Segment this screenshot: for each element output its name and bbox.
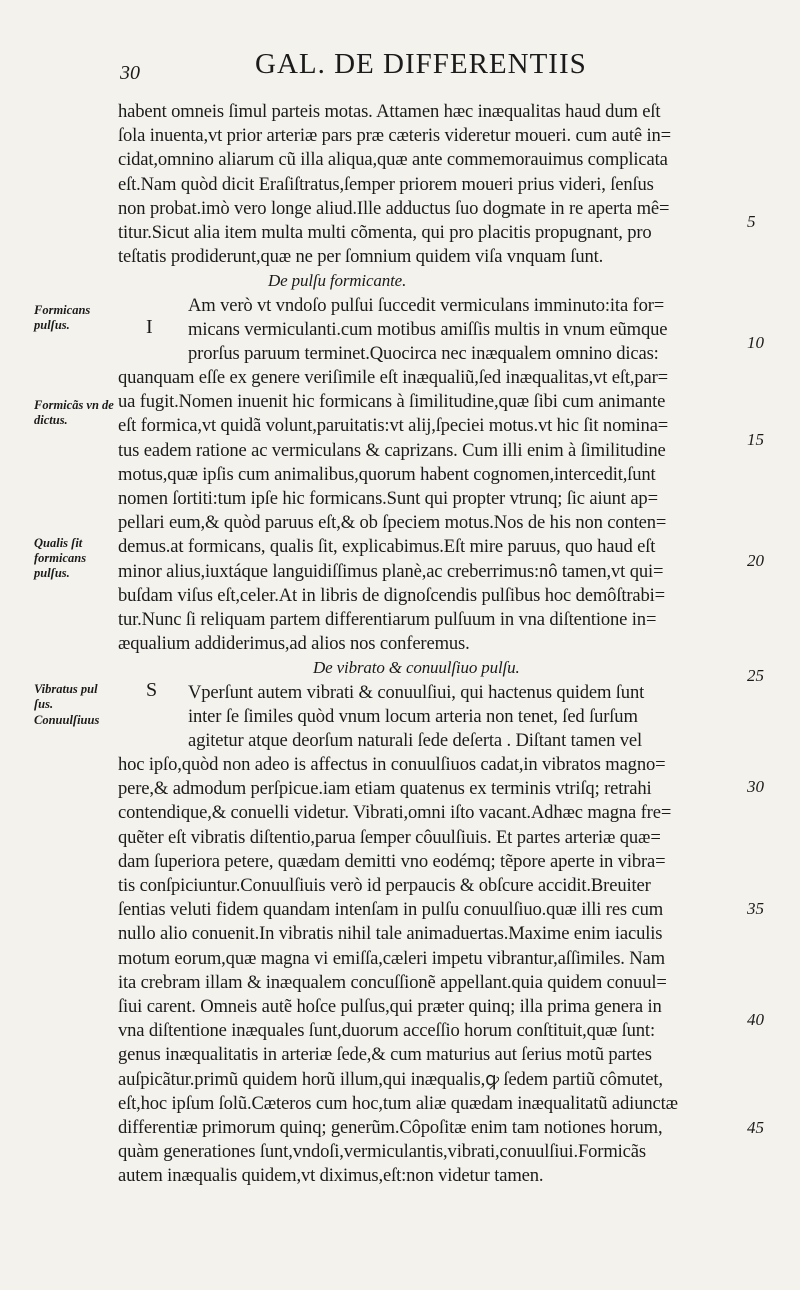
text-line: eſt.Nam quòd dicit Eraſiſtratus,ſemper priorem moueri prius videri, ſenſus	[118, 173, 654, 195]
text-line: tur.Nunc ſi reliquam partem differentiarum pulſuum in vna diſtentione in=	[118, 608, 657, 630]
text-line: pellari eum,& quòd paruus eſt,& ob ſpeciem motus.Nos de his non conten=	[118, 512, 667, 534]
text-line: titur.Sicut alia item multa multi cõmenta, qui pro placitis propugnant, pro	[118, 221, 652, 243]
text-line: contendique,& conuelli videtur. Vibrati,omni iſto vacant.Adhæc magna fre=	[118, 802, 672, 824]
text-line: tis conſpiciuntur.Conuulſiuis verò id perpaucis & obſcure accidit.Breuiter	[118, 875, 651, 896]
line-number: 45	[747, 1118, 764, 1137]
text-line: motum eorum,quæ magna vi emiſſa,cæleri impetu vibrantur,aſſimiles. Nam	[118, 947, 665, 969]
text-line: ſola inuenta,vt prior arteriæ pars præ cæteris videretur moueri. cum autê in=	[118, 125, 671, 147]
margin-note: Conuulſiuus	[34, 713, 100, 727]
text-line: ita crebram illam & inæqualem concuſſionẽ appellant.quia quidem conuul=	[118, 971, 667, 993]
text-line: hoc ipſo,quòd non adeo is affectus in conuulſiuos cadat,in vibratos magno=	[118, 754, 666, 776]
text-line: demus.at formicans, qualis ſit, explicabimus.Eſt mire paruus, quo haud eſt	[118, 536, 656, 558]
text-line: habent omneis ſimul parteis motas. Attamen hæc inæqualitas haud dum eſt	[118, 101, 661, 122]
text-line: æqualium addiderimus,ad alios nos conferemus.	[118, 633, 470, 655]
section-heading: De pulſu formicante.	[268, 271, 407, 291]
line-number: 20	[747, 551, 764, 570]
text-line: ua fugit.Nomen inuenit hic formicans à ſimilitudine,quæ ſibi cum animante	[118, 391, 666, 413]
line-number: 5	[747, 212, 756, 231]
text-line: eſt,hoc ipſum ſolũ.Cæteros cum hoc,tum aliæ quædam inæqualitatũ adiunctæ	[118, 1092, 678, 1114]
text-line: quanquam eſſe ex genere veriſimile eſt inæqualiũ,ſed inæqualitas,vt eſt,par=	[118, 367, 669, 389]
text-line: micans vermiculanti.cum motibus amiſſis multis in vnum eũmque	[188, 318, 668, 340]
text-line: quẽter eſt vibratis diſtentio,parua ſemper côuulſiuis. Et partes arteriæ quæ=	[118, 826, 661, 848]
margin-note: Vibratus pul ſus.	[34, 682, 98, 711]
text-line: dam ſuperiora petere, quædam demitti vno eodémq; tẽpore aperte in vibra=	[118, 850, 666, 872]
drop-capital: I	[146, 316, 153, 338]
text-line: differentiæ primorum quinq; generũm.Côpoſitæ enim tam notiones horum,	[118, 1116, 663, 1138]
text-line: minor alius,iuxtáque languidiſſimus planè,ac creberrimus:nô tamen,vt qui=	[118, 560, 664, 582]
text-line: nullo alio conuenit.In vibratis nihil tale animaduertas.Maxime enim iaculis	[118, 923, 663, 945]
line-number: 10	[747, 333, 764, 352]
text-line: nomen ſortiti:tum ipſe hic formicans.Sunt qui propter vtrunq; ſic aiunt ap=	[118, 488, 658, 509]
text-line: eſt formica,vt quidã volunt,paruitatis:vt alij,ſpeciei motus.vt hic ſit nomina=	[118, 415, 669, 437]
text-line: buſdam viſus eſt,celer.At in libris de dignoſcendis pulſibus hoc demôſtrabi=	[118, 584, 665, 606]
line-number: 25	[747, 666, 764, 685]
text-line: genus inæqualitatis in arteriæ ſede,& cum maturius aut ſerius motũ partes	[118, 1044, 652, 1066]
text-line: agitetur atque deorſum naturali ſede deſerta . Diſtant tamen vel	[188, 729, 643, 751]
text-line: Am verò vt vndoſo pulſui ſuccedit vermiculans imminuto:ita for=	[188, 294, 665, 316]
section-heading: De vibrato & conuulſiuo pulſu.	[313, 658, 520, 678]
text-line: Vperſunt autem vibrati & conuulſiui, qui hactenus quidem ſunt	[188, 681, 645, 703]
text-line: non probat.imò vero longe aliud.Ille adductus ſuo dogmate in re aperta mê=	[118, 197, 670, 219]
text-line: motus,quæ ipſis cum animalibus,quorum habent cognomen,intercedit,ſunt	[118, 463, 656, 485]
text-line: teſtatis prodiderunt,quæ ne per ſomnium quidem viſa vnquam ſunt.	[118, 246, 604, 268]
margin-note: Qualis ſit formicans pulſus.	[34, 536, 87, 580]
text-line: quàm generationes ſunt,vndoſi,vermiculantis,vibrati,conuulſiui.Formicãs	[118, 1141, 646, 1163]
text-line: vna diſtentione inæquales ſunt,duorum acceſſio horum conſtituit,quæ ſunt:	[118, 1020, 655, 1042]
text-line: ſiui carent. Omneis autẽ hoſce pulſus,qui præter quinq; illa prima genera in	[118, 995, 662, 1017]
text-line: auſpicãtur.primũ quidem horũ illum,qui inæqualis,ꝙ ſedem partiũ cômutet,	[118, 1068, 663, 1090]
page-number: 30	[120, 62, 140, 84]
margin-note: Formicãs vn de dictus.	[34, 398, 114, 427]
text-line: cidat,omnino aliarum cũ illa aliqua,quæ ante commemorauimus complicata	[118, 149, 668, 171]
line-number: 40	[747, 1010, 764, 1029]
text-line: ſentias veluti fidem quandam intenſam in pulſu conuulſiuo.quæ illi res cum	[118, 899, 664, 921]
text-line: inter ſe ſimiles quòd vnum locum arteria non tenet, ſed ſurſum	[188, 705, 638, 727]
text-line: tus eadem ratione ac vermiculans & caprizans. Cum illi enim à ſimilitudine	[118, 439, 666, 461]
page-header	[0, 48, 800, 88]
margin-note: Formicans pulſus.	[34, 303, 91, 332]
line-number: 15	[747, 430, 764, 449]
running-title: GAL. DE DIFFERENTIIS	[255, 48, 587, 80]
text-line: pere,& admodum perſpicue.iam etiam quatenus ex terminis vtriſq; retrahi	[118, 778, 652, 800]
line-number: 30	[747, 777, 764, 796]
drop-capital: S	[146, 679, 158, 701]
line-number: 35	[747, 899, 764, 918]
main-text	[118, 100, 710, 1188]
text-line: prorſus paruum terminet.Quocirca nec inæqualem omnino dicas:	[188, 342, 659, 364]
text-line: autem inæqualis quidem,vt diximus,eſt:non videtur tamen.	[118, 1165, 544, 1187]
